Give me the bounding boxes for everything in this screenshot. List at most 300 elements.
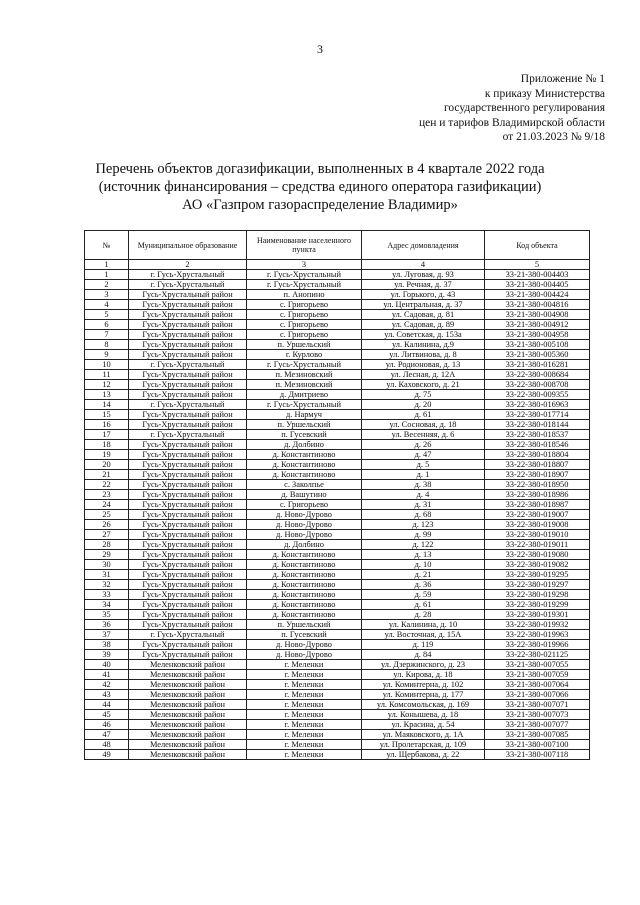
cell-number: 5 <box>85 310 129 320</box>
cell-municipality: Меленковский район <box>129 700 247 710</box>
cell-locality: д. Константиново <box>247 580 362 590</box>
cell-municipality: Меленковский район <box>129 710 247 720</box>
cell-number: 10 <box>85 360 129 370</box>
table-row <box>85 670 590 680</box>
cell-address: д. 122 <box>362 540 485 550</box>
table-row <box>85 610 590 620</box>
cell-address: ул. Сосновая, д. 18 <box>362 420 485 430</box>
cell-address: ул. Коминтерна, д. 102 <box>362 680 485 690</box>
cell-object-code: 33-21-380-007071 <box>485 700 590 710</box>
table-row <box>85 580 590 590</box>
cell-locality: г. Меленки <box>247 670 362 680</box>
cell-object-code: 33-22-380-019299 <box>485 600 590 610</box>
cell-address: д. 4 <box>362 490 485 500</box>
cell-number: 9 <box>85 350 129 360</box>
table-row <box>85 340 590 350</box>
cell-number: 29 <box>85 550 129 560</box>
table-row <box>85 620 590 630</box>
cell-locality: д. Ново-Дурово <box>247 510 362 520</box>
cell-address: д. 68 <box>362 510 485 520</box>
cell-object-code: 33-22-380-021125 <box>485 650 590 660</box>
cell-address: ул. Восточная, д. 15А <box>362 630 485 640</box>
cell-address: ул. Родионовая, д. 13 <box>362 360 485 370</box>
cell-object-code: 33-21-380-004405 <box>485 280 590 290</box>
cell-municipality: Гусь-Хрустальный район <box>129 490 247 500</box>
table-row <box>85 650 590 660</box>
cell-number: 34 <box>85 600 129 610</box>
table-row <box>85 350 590 360</box>
cell-address: ул. Конышева, д. 18 <box>362 710 485 720</box>
table-row <box>85 330 590 340</box>
cell-object-code: 33-22-380-019295 <box>485 570 590 580</box>
cell-number: 11 <box>85 370 129 380</box>
cell-object-code: 33-21-380-004403 <box>485 270 590 280</box>
table-row <box>85 700 590 710</box>
cell-municipality: г. Гусь-Хрустальный <box>129 630 247 640</box>
cell-municipality: Гусь-Хрустальный район <box>129 570 247 580</box>
cell-number: 22 <box>85 480 129 490</box>
cell-object-code: 33-21-380-004424 <box>485 290 590 300</box>
cell-municipality: Гусь-Хрустальный район <box>129 470 247 480</box>
table-row <box>85 640 590 650</box>
cell-number: 12 <box>85 380 129 390</box>
cell-locality: г. Гусь-Хрустальный <box>247 360 362 370</box>
table-header-row <box>85 231 590 260</box>
cell-address: ул. Кирова, д. 18 <box>362 670 485 680</box>
cell-object-code: 33-22-380-008684 <box>485 370 590 380</box>
cell-object-code: 33-22-380-019297 <box>485 580 590 590</box>
table-row <box>85 550 590 560</box>
table-row <box>85 540 590 550</box>
cell-address: д. 123 <box>362 520 485 530</box>
cell-address: ул. Красина, д. 54 <box>362 720 485 730</box>
cell-object-code: 33-21-380-007064 <box>485 680 590 690</box>
table-row <box>85 690 590 700</box>
table-row <box>85 510 590 520</box>
table-row <box>85 710 590 720</box>
cell-object-code: 33-22-380-019298 <box>485 590 590 600</box>
cell-municipality: Меленковский район <box>129 740 247 750</box>
table-row <box>85 530 590 540</box>
cell-object-code: 33-21-380-004816 <box>485 300 590 310</box>
cell-municipality: Меленковский район <box>129 750 247 760</box>
header-locality: Наименование населенного пункта <box>247 231 362 260</box>
cell-municipality: Гусь-Хрустальный район <box>129 300 247 310</box>
table-row <box>85 320 590 330</box>
cell-locality: д. Константиново <box>247 560 362 570</box>
cell-object-code: 33-22-380-019932 <box>485 620 590 630</box>
cell-object-code: 33-22-380-019963 <box>485 630 590 640</box>
objects-table <box>84 230 590 760</box>
cell-number: 39 <box>85 650 129 660</box>
cell-address: д. 119 <box>362 640 485 650</box>
header-address: Адрес домовладения <box>362 231 485 260</box>
cell-number: 46 <box>85 720 129 730</box>
cell-locality: д. Константиново <box>247 470 362 480</box>
cell-municipality: Гусь-Хрустальный район <box>129 450 247 460</box>
cell-locality: п. Мезиновский <box>247 380 362 390</box>
column-number-row <box>85 260 590 270</box>
cell-object-code: 33-22-380-018950 <box>485 480 590 490</box>
cell-municipality: Меленковский район <box>129 670 247 680</box>
cell-locality: г. Меленки <box>247 660 362 670</box>
cell-number: 2 <box>85 280 129 290</box>
header-object-code: Код объекта <box>485 231 590 260</box>
table-row <box>85 290 590 300</box>
cell-object-code: 33-21-380-004908 <box>485 310 590 320</box>
cell-number: 14 <box>85 400 129 410</box>
annex-line: Приложение № 1 <box>520 73 605 85</box>
cell-municipality: Гусь-Хрустальный район <box>129 550 247 560</box>
cell-address: ул. Коминтерна, д. 177 <box>362 690 485 700</box>
cell-number: 28 <box>85 540 129 550</box>
table-row <box>85 300 590 310</box>
cell-locality: с. Григорьево <box>247 320 362 330</box>
cell-municipality: Гусь-Хрустальный район <box>129 540 247 550</box>
cell-number: 32 <box>85 580 129 590</box>
cell-locality: д. Нармуч <box>247 410 362 420</box>
cell-number: 40 <box>85 660 129 670</box>
cell-locality: г. Курлово <box>247 350 362 360</box>
cell-address: ул. Садовая, д. 89 <box>362 320 485 330</box>
cell-address: ул. Центральная, д. 37 <box>362 300 485 310</box>
cell-address: д. 13 <box>362 550 485 560</box>
cell-locality: г. Меленки <box>247 700 362 710</box>
cell-number: 41 <box>85 670 129 680</box>
cell-locality: г. Меленки <box>247 720 362 730</box>
cell-locality: п. Уршельский <box>247 620 362 630</box>
cell-municipality: Гусь-Хрустальный район <box>129 310 247 320</box>
cell-address: д. 26 <box>362 440 485 450</box>
cell-municipality: Гусь-Хрустальный район <box>129 600 247 610</box>
cell-object-code: 33-22-380-019011 <box>485 540 590 550</box>
cell-municipality: Меленковский район <box>129 680 247 690</box>
table-row <box>85 600 590 610</box>
table-row <box>85 720 590 730</box>
document-title <box>60 160 580 214</box>
cell-address: д. 36 <box>362 580 485 590</box>
cell-object-code: 33-21-380-007066 <box>485 690 590 700</box>
cell-number: 3 <box>85 290 129 300</box>
cell-municipality: Гусь-Хрустальный район <box>129 640 247 650</box>
cell-object-code: 33-22-380-019008 <box>485 520 590 530</box>
cell-address: ул. Лесная, д. 12А <box>362 370 485 380</box>
cell-address: д. 5 <box>362 460 485 470</box>
cell-municipality: Гусь-Хрустальный район <box>129 350 247 360</box>
annex-line: от 21.03.2023 № 9/18 <box>502 131 605 143</box>
cell-address: ул. Комсомольская, д. 169 <box>362 700 485 710</box>
cell-address: ул. Щербакова, д. 22 <box>362 750 485 760</box>
cell-municipality: Гусь-Хрустальный район <box>129 610 247 620</box>
cell-locality: г. Меленки <box>247 690 362 700</box>
cell-number: 15 <box>85 410 129 420</box>
cell-municipality: Гусь-Хрустальный район <box>129 370 247 380</box>
cell-number: 18 <box>85 440 129 450</box>
cell-address: ул. Литвинова, д. 8 <box>362 350 485 360</box>
cell-municipality: Гусь-Хрустальный район <box>129 410 247 420</box>
cell-locality: г. Меленки <box>247 740 362 750</box>
cell-object-code: 33-22-380-018986 <box>485 490 590 500</box>
cell-address: д. 61 <box>362 410 485 420</box>
cell-locality: д. Константиново <box>247 450 362 460</box>
cell-number: 33 <box>85 590 129 600</box>
cell-municipality: Гусь-Хрустальный район <box>129 290 247 300</box>
cell-number: 23 <box>85 490 129 500</box>
cell-number: 4 <box>85 300 129 310</box>
cell-address: ул. Калинина, д. 10 <box>362 620 485 630</box>
table-row <box>85 520 590 530</box>
cell-object-code: 33-22-380-018987 <box>485 500 590 510</box>
cell-address: д. 28 <box>362 610 485 620</box>
cell-number: 20 <box>85 460 129 470</box>
cell-number: 30 <box>85 560 129 570</box>
cell-locality: п. Гусевский <box>247 630 362 640</box>
cell-number: 44 <box>85 700 129 710</box>
cell-municipality: Гусь-Хрустальный район <box>129 390 247 400</box>
cell-municipality: Меленковский район <box>129 660 247 670</box>
table-row <box>85 570 590 580</box>
cell-object-code: 33-22-380-019010 <box>485 530 590 540</box>
cell-locality: с. Григорьево <box>247 330 362 340</box>
cell-object-code: 33-21-380-004912 <box>485 320 590 330</box>
table-row <box>85 400 590 410</box>
table-row <box>85 310 590 320</box>
cell-number: 17 <box>85 430 129 440</box>
cell-number: 49 <box>85 750 129 760</box>
cell-object-code: 33-21-380-007100 <box>485 740 590 750</box>
cell-object-code: 33-21-380-007085 <box>485 730 590 740</box>
cell-locality: д. Константиново <box>247 600 362 610</box>
cell-object-code: 33-22-380-018804 <box>485 450 590 460</box>
cell-object-code: 33-21-380-007055 <box>485 660 590 670</box>
cell-object-code: 33-22-380-019080 <box>485 550 590 560</box>
cell-municipality: Гусь-Хрустальный район <box>129 560 247 570</box>
cell-municipality: Гусь-Хрустальный район <box>129 480 247 490</box>
cell-locality: д. Константиново <box>247 460 362 470</box>
table-row <box>85 560 590 570</box>
table-row <box>85 490 590 500</box>
table-row <box>85 410 590 420</box>
table-row <box>85 740 590 750</box>
annex-line: к приказу Министерства <box>484 87 605 100</box>
cell-object-code: 33-21-380-007077 <box>485 720 590 730</box>
cell-municipality: Гусь-Хрустальный район <box>129 330 247 340</box>
cell-municipality: Гусь-Хрустальный район <box>129 580 247 590</box>
cell-municipality: Гусь-Хрустальный район <box>129 460 247 470</box>
cell-municipality: Гусь-Хрустальный район <box>129 520 247 530</box>
cell-address: д. 21 <box>362 570 485 580</box>
cell-locality: с. Григорьево <box>247 300 362 310</box>
cell-address: ул. Речная, д. 37 <box>362 280 485 290</box>
cell-address: д. 10 <box>362 560 485 570</box>
cell-object-code: 33-21-380-007059 <box>485 670 590 680</box>
cell-object-code: 33-22-380-018907 <box>485 470 590 480</box>
annex-line: государственного регулирования <box>443 102 605 114</box>
cell-locality: д. Вашутино <box>247 490 362 500</box>
title-line: АО «Газпром газораспределение Владимир» <box>182 197 458 213</box>
cell-locality: п. Уршельский <box>247 340 362 350</box>
cell-municipality: Гусь-Хрустальный район <box>129 650 247 660</box>
cell-municipality: Гусь-Хрустальный район <box>129 530 247 540</box>
cell-locality: д. Ново-Дурово <box>247 520 362 530</box>
cell-municipality: Гусь-Хрустальный район <box>129 500 247 510</box>
cell-address: д. 99 <box>362 530 485 540</box>
cell-number: 8 <box>85 340 129 350</box>
cell-object-code: 33-22-380-019007 <box>485 510 590 520</box>
column-number: 4 <box>362 260 485 270</box>
cell-address: ул. Пролетарская, д. 109 <box>362 740 485 750</box>
title-line: (источник финансирования – средства единого оператора газификации) <box>98 179 542 195</box>
cell-municipality: г. Гусь-Хрустальный <box>129 430 247 440</box>
cell-locality: г. Гусь-Хрустальный <box>247 400 362 410</box>
cell-object-code: 33-22-380-019301 <box>485 610 590 620</box>
cell-address: д. 31 <box>362 500 485 510</box>
header-municipality: Муниципальное образование <box>129 231 247 260</box>
cell-locality: д. Дмитриево <box>247 390 362 400</box>
cell-municipality: Гусь-Хрустальный район <box>129 510 247 520</box>
cell-address: д. 20 <box>362 400 485 410</box>
cell-municipality: Меленковский район <box>129 730 247 740</box>
cell-locality: г. Меленки <box>247 730 362 740</box>
cell-municipality: Меленковский район <box>129 720 247 730</box>
annex-block <box>365 72 605 145</box>
cell-municipality: г. Гусь-Хрустальный <box>129 400 247 410</box>
cell-number: 26 <box>85 520 129 530</box>
cell-object-code: 33-21-380-016281 <box>485 360 590 370</box>
cell-locality: г. Гусь-Хрустальный <box>247 270 362 280</box>
cell-locality: г. Гусь-Хрустальный <box>247 280 362 290</box>
cell-municipality: Гусь-Хрустальный район <box>129 340 247 350</box>
cell-address: ул. Горького, д. 43 <box>362 290 485 300</box>
cell-locality: д. Долбино <box>247 440 362 450</box>
table-row <box>85 660 590 670</box>
cell-number: 27 <box>85 530 129 540</box>
cell-number: 45 <box>85 710 129 720</box>
cell-address: ул. Луговая, д. 93 <box>362 270 485 280</box>
cell-address: ул. Садовая, д. 81 <box>362 310 485 320</box>
table-row <box>85 370 590 380</box>
cell-locality: с. Григорьево <box>247 310 362 320</box>
cell-locality: д. Константиново <box>247 550 362 560</box>
cell-municipality: г. Гусь-Хрустальный <box>129 270 247 280</box>
table-row <box>85 630 590 640</box>
page-number: 3 <box>317 42 323 56</box>
cell-address: д. 47 <box>362 450 485 460</box>
cell-address: д. 84 <box>362 650 485 660</box>
cell-municipality: Меленковский район <box>129 690 247 700</box>
cell-object-code: 33-22-380-009355 <box>485 390 590 400</box>
cell-object-code: 33-21-380-007073 <box>485 710 590 720</box>
table-row <box>85 280 590 290</box>
table-row <box>85 680 590 690</box>
table-row <box>85 590 590 600</box>
table-row <box>85 390 590 400</box>
cell-locality: д. Ново-Дурово <box>247 640 362 650</box>
table-row <box>85 750 590 760</box>
annex-line: цен и тарифов Владимирской области <box>418 116 605 129</box>
cell-object-code: 33-22-380-008708 <box>485 380 590 390</box>
column-number: 5 <box>485 260 590 270</box>
cell-address: ул. Весенняя, д. 6 <box>362 430 485 440</box>
cell-number: 38 <box>85 640 129 650</box>
cell-municipality: Гусь-Хрустальный район <box>129 420 247 430</box>
cell-address: д. 61 <box>362 600 485 610</box>
cell-municipality: Гусь-Хрустальный район <box>129 320 247 330</box>
cell-municipality: г. Гусь-Хрустальный <box>129 280 247 290</box>
cell-number: 43 <box>85 690 129 700</box>
cell-locality: п. Уршельский <box>247 420 362 430</box>
cell-locality: д. Константиново <box>247 610 362 620</box>
table-row <box>85 460 590 470</box>
cell-locality: п. Анопино <box>247 290 362 300</box>
cell-address: д. 38 <box>362 480 485 490</box>
cell-locality: д. Константиново <box>247 570 362 580</box>
cell-municipality: Гусь-Хрустальный район <box>129 590 247 600</box>
cell-object-code: 33-22-380-019082 <box>485 560 590 570</box>
cell-address: ул. Советская, д. 153а <box>362 330 485 340</box>
cell-number: 21 <box>85 470 129 480</box>
column-number: 2 <box>129 260 247 270</box>
cell-locality: г. Меленки <box>247 750 362 760</box>
table-row <box>85 420 590 430</box>
cell-object-code: 33-22-380-017714 <box>485 410 590 420</box>
cell-object-code: 33-22-380-018807 <box>485 460 590 470</box>
cell-number: 36 <box>85 620 129 630</box>
cell-number: 47 <box>85 730 129 740</box>
cell-object-code: 33-22-380-016963 <box>485 400 590 410</box>
table-row <box>85 500 590 510</box>
cell-object-code: 33-21-380-007118 <box>485 750 590 760</box>
cell-address: ул. Маяковского, д. 1А <box>362 730 485 740</box>
cell-address: ул. Калинина, д.9 <box>362 340 485 350</box>
cell-number: 24 <box>85 500 129 510</box>
cell-object-code: 33-22-380-018144 <box>485 420 590 430</box>
table-row <box>85 270 590 280</box>
cell-locality: п. Гусевский <box>247 430 362 440</box>
cell-number: 1 <box>85 270 129 280</box>
cell-object-code: 33-22-380-018537 <box>485 430 590 440</box>
cell-municipality: г. Гусь-Хрустальный <box>129 360 247 370</box>
cell-municipality: Гусь-Хрустальный район <box>129 620 247 630</box>
header-number: № <box>85 231 129 260</box>
cell-number: 48 <box>85 740 129 750</box>
cell-number: 25 <box>85 510 129 520</box>
cell-number: 31 <box>85 570 129 580</box>
table-row <box>85 440 590 450</box>
cell-number: 6 <box>85 320 129 330</box>
table-body <box>85 270 590 760</box>
cell-locality: г. Меленки <box>247 710 362 720</box>
cell-number: 13 <box>85 390 129 400</box>
cell-locality: г. Меленки <box>247 680 362 690</box>
cell-locality: д. Долбино <box>247 540 362 550</box>
cell-address: д. 59 <box>362 590 485 600</box>
table-row <box>85 470 590 480</box>
table-row <box>85 730 590 740</box>
table-row <box>85 380 590 390</box>
cell-locality: с. Григорьево <box>247 500 362 510</box>
table-row <box>85 450 590 460</box>
cell-number: 16 <box>85 420 129 430</box>
cell-locality: д. Ново-Дурово <box>247 530 362 540</box>
cell-object-code: 33-21-380-005108 <box>485 340 590 350</box>
cell-address: д. 75 <box>362 390 485 400</box>
title-line: Перечень объектов догазификации, выполненных в 4 квартале 2022 года <box>95 161 545 177</box>
column-number: 1 <box>85 260 129 270</box>
cell-object-code: 33-21-380-004958 <box>485 330 590 340</box>
cell-municipality: Гусь-Хрустальный район <box>129 440 247 450</box>
cell-number: 7 <box>85 330 129 340</box>
